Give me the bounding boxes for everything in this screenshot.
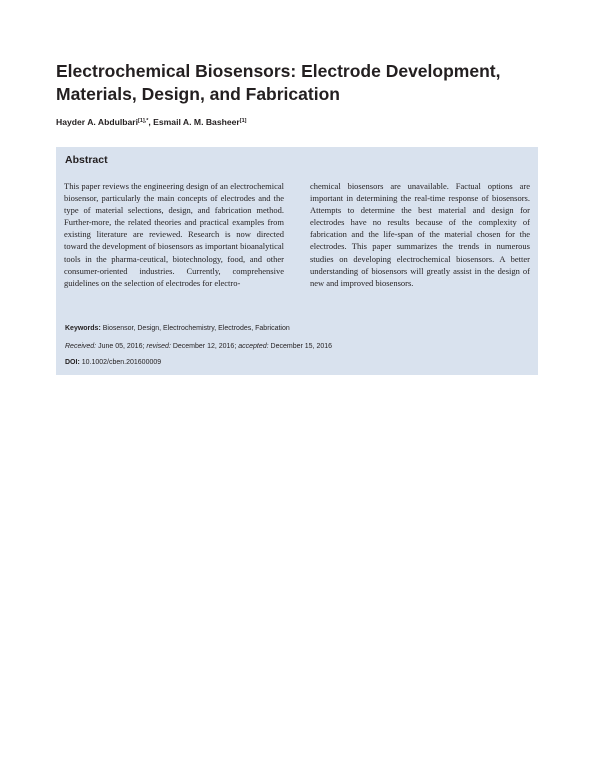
author-list: [56, 117, 536, 127]
paper-title: [56, 60, 536, 106]
received-label: Received:: [65, 343, 97, 350]
author-affiliation: [1]: [239, 118, 247, 124]
received-date: June 05, 2016;: [98, 343, 145, 350]
abstract-column-right: chemical biosensors are unavailable. Factual options are important in determining the real-time response of biosensors. Attempts to determine the best material and design for electrodes have no results because of the complexity of fabrication and the life-span of the material chosen for the electrodes. This paper summarizes the trends in numerous studies on developing electrochemical biosensors. A better understanding of biosensors will greatly assist in the design of new and improved biosensors.: [310, 181, 530, 288]
keywords-text: Biosensor, Design, Electrochemistry, Electrodes, Fabrication: [102, 325, 290, 332]
abstract-heading: Abstract: [65, 154, 108, 166]
author-affiliation: [1],*: [137, 118, 149, 124]
keywords-line: [65, 325, 290, 332]
keywords-label: Keywords:: [65, 325, 101, 332]
abstract-box: [56, 147, 538, 375]
dates-line: [65, 343, 332, 350]
revised-label: revised:: [146, 343, 171, 350]
doi-label: DOI:: [65, 359, 80, 366]
author-name: Esmail A. M. Basheer: [153, 117, 240, 127]
revised-date: December 12, 2016;: [172, 343, 237, 350]
accepted-date: December 15, 2016: [270, 343, 333, 350]
doi-link[interactable]: 10.1002/cben.201600009: [81, 359, 162, 366]
author-name: Hayder A. Abdulbari: [56, 117, 138, 127]
doi-line: [65, 359, 161, 366]
title-line-2: Materials, Design, and Fabrication: [56, 84, 340, 104]
accepted-label: accepted:: [238, 343, 269, 350]
author-separator: ,: [148, 117, 154, 127]
abstract-column-left: This paper reviews the engineering design of an electrochemical biosensor, particularly the main concepts of electrodes and the type of material selections, design, and fabrication method. Further-more, the related theories and practical examples from existing literature are reviewed. Research is now directed toward the development of biosensors as important bioanalytical tools in the pharma-ceutical, biotechnology, food, and other consumer-oriented industries. Currently, comprehensive guidelines on the selection of electrodes for electro-: [64, 181, 284, 288]
title-line-1: Electrochemical Biosensors: Electrode Development,: [56, 61, 501, 81]
